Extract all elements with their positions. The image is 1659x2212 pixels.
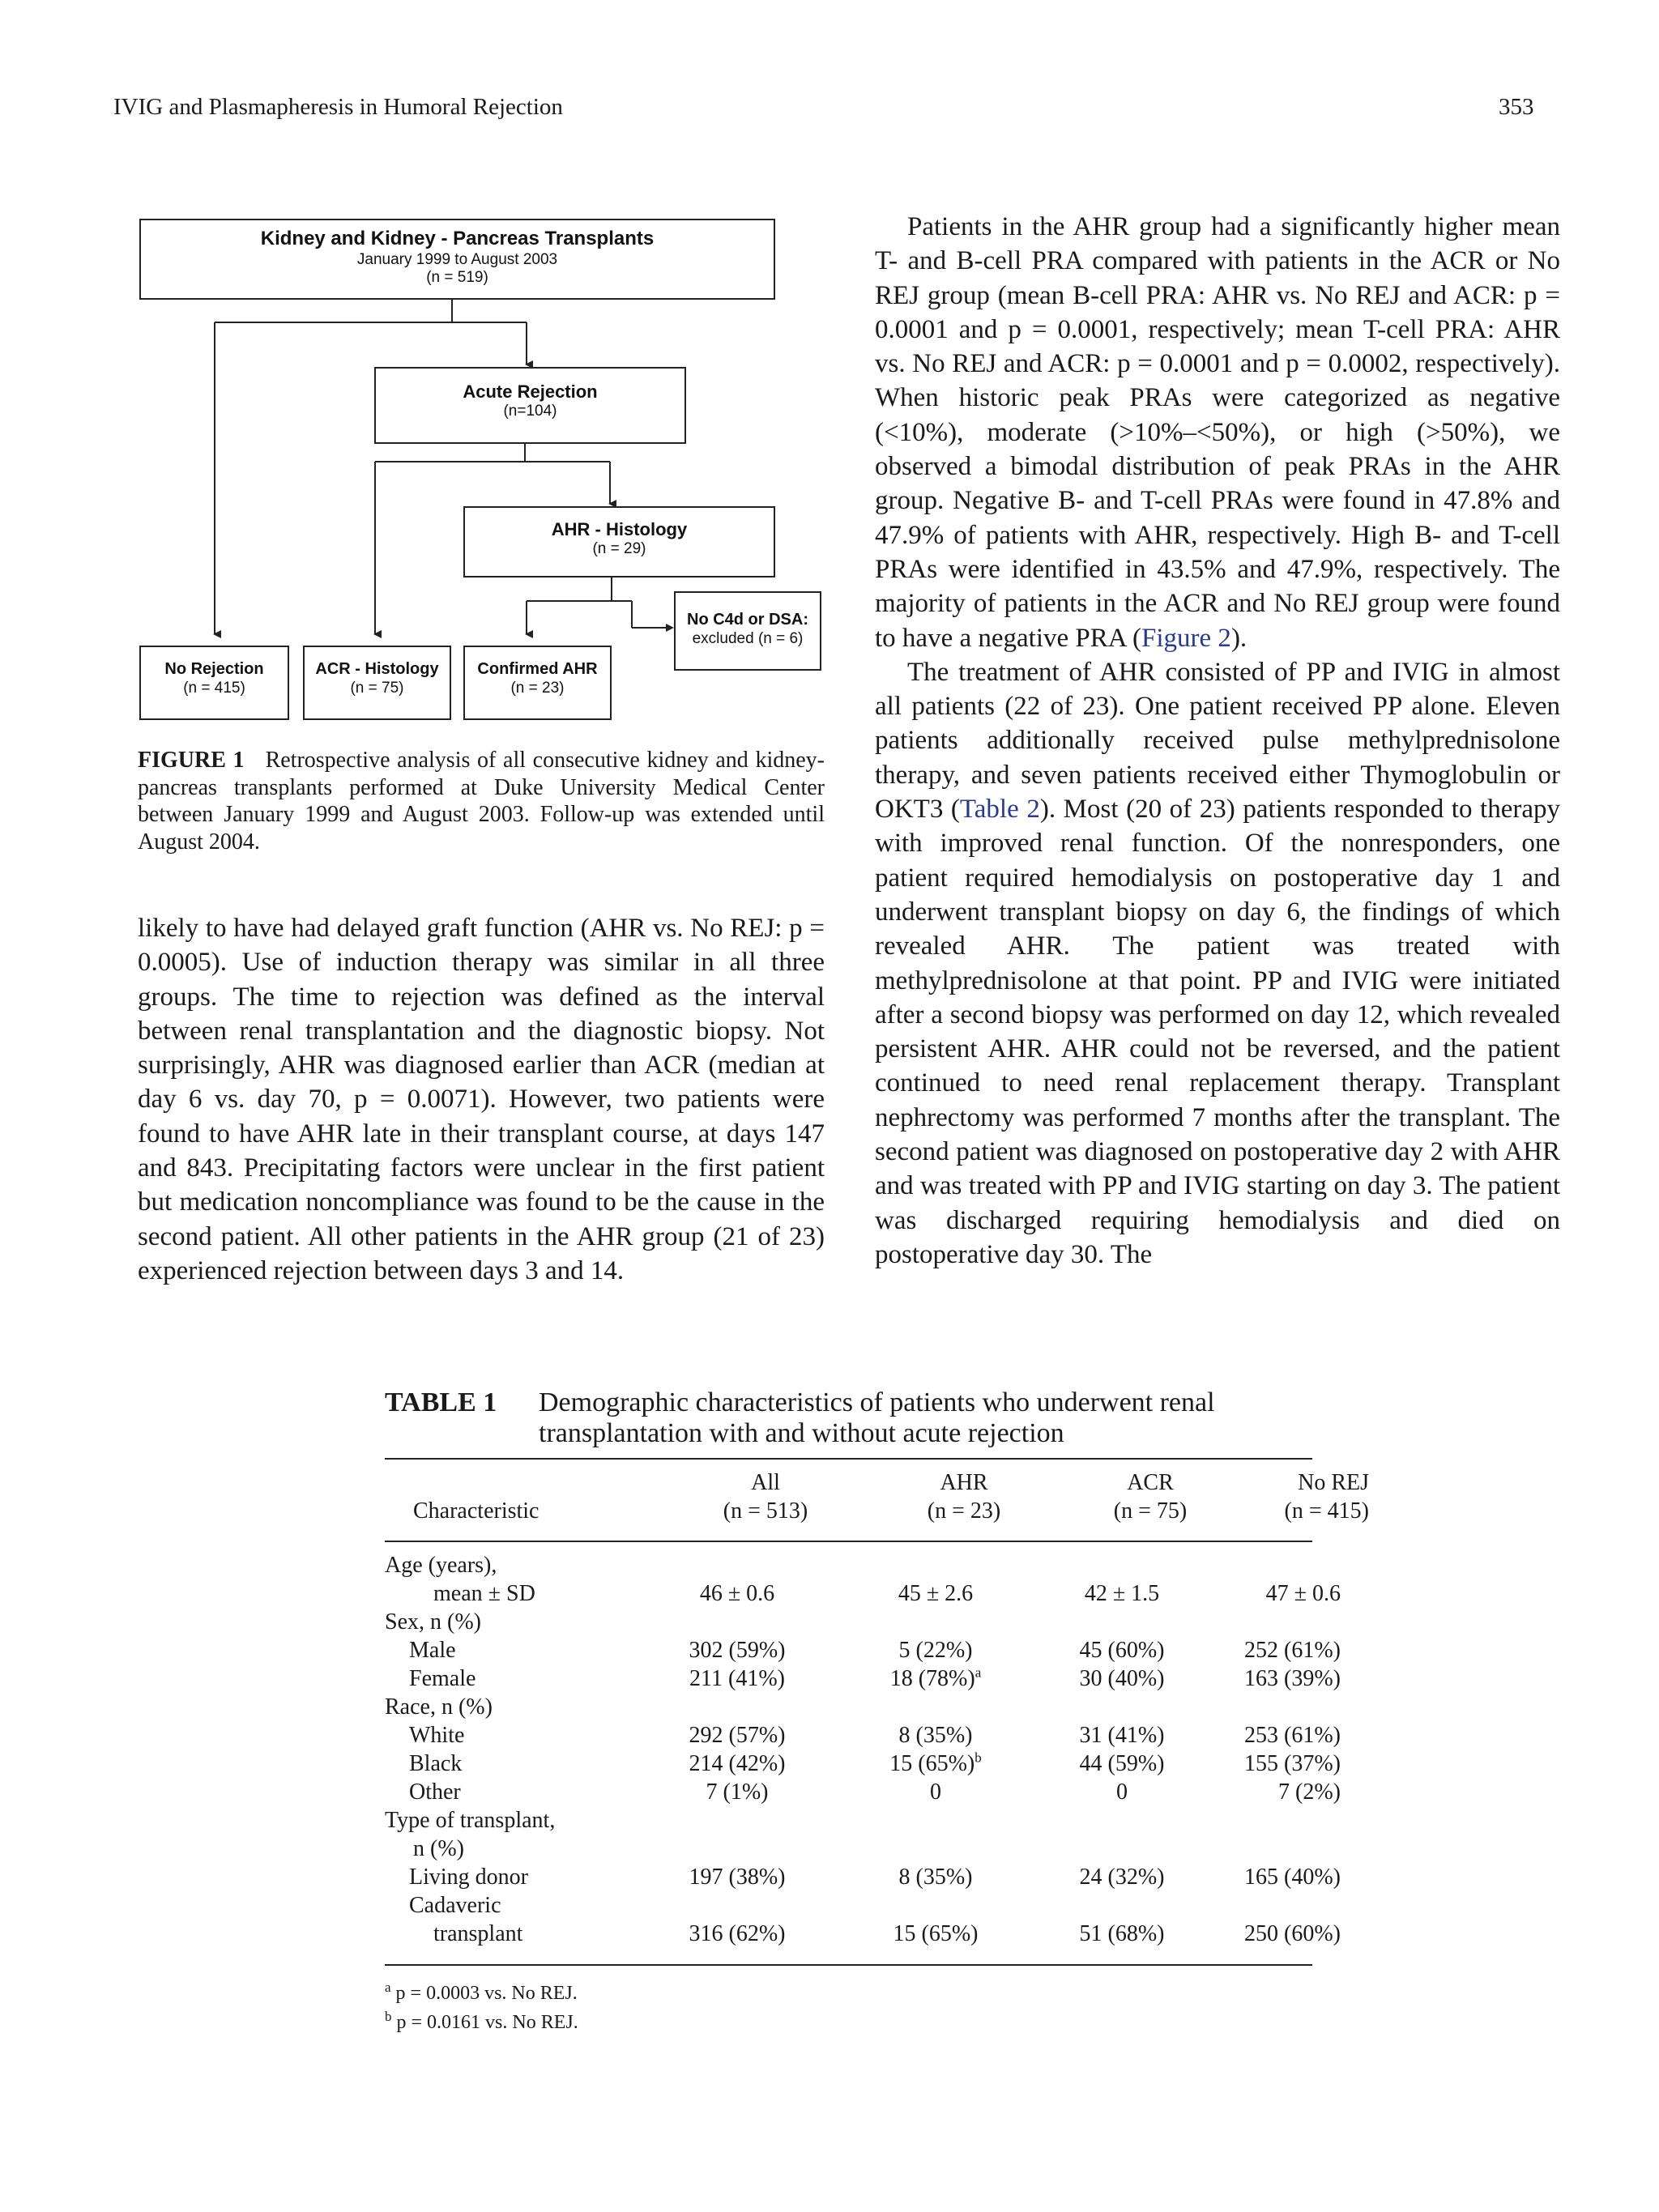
table-bottom-rule <box>385 1964 1312 1966</box>
table-cell <box>636 1609 838 1638</box>
flow-box-title: ACR - Histology <box>315 660 439 678</box>
table-row <box>385 1893 1341 1921</box>
figure-2-link[interactable]: Figure 2 <box>1141 623 1231 653</box>
table-header-cell <box>385 1470 664 1498</box>
flow-box-line: (n = 23) <box>510 680 565 697</box>
row-label: Living donor <box>409 1865 528 1890</box>
table-1-label: TABLE 1 <box>385 1387 497 1417</box>
flow-box-line: January 1999 to August 2003 <box>356 251 558 268</box>
table-cell <box>1211 1893 1341 1921</box>
table-cell: 250 (60%) <box>1244 1921 1341 1946</box>
table-row <box>385 1723 1341 1751</box>
flow-box-confirmed-ahr <box>463 646 612 720</box>
row-label: White <box>409 1723 465 1748</box>
paragraph-text: The treatment of AHR consisted of PP and IVIG in almost all patients (22 of 23). One patient received PP alone. Eleven patients additionally received pulse methylprednisolone therapy, and seven patients received either Thymoglobulin or OKT3 ( <box>875 657 1560 825</box>
table-cell: 18 $(78\%)^a$ <box>889 1664 982 1691</box>
flow-box-title: No C4d or DSA: <box>687 611 808 629</box>
figure-caption-label: FIGURE 1 <box>138 748 245 773</box>
table-cell: 46 ± 0.6 <box>699 1581 775 1606</box>
table-cell <box>1033 1694 1211 1723</box>
table-cell: 51 (68%) <box>1079 1921 1165 1946</box>
row-label: Male <box>409 1638 456 1663</box>
table-cell <box>838 1694 1033 1723</box>
flow-box-title: Acute Rejection <box>463 381 598 402</box>
table-top-rule <box>385 1458 1312 1460</box>
flow-box-acute-rejection <box>374 367 686 444</box>
table-row <box>385 1666 1341 1694</box>
table-header-cell: AHR <box>940 1470 988 1495</box>
table-cell: 7 (1%) <box>706 1779 769 1805</box>
table-row <box>385 1638 1341 1666</box>
flow-box-line: (n = 29) <box>592 540 646 557</box>
table-header-cell: (n = 415) <box>1284 1498 1369 1524</box>
table-cell: 165 (40%) <box>1244 1865 1341 1890</box>
table-cell: 8 (35%) <box>898 1723 973 1748</box>
table-header-row <box>385 1470 1369 1498</box>
flow-box-title: Kidney and Kidney - Pancreas Transplants <box>260 228 655 249</box>
flow-box-line: (n=104) <box>503 403 557 420</box>
table-header-cell: ACR <box>1127 1470 1174 1495</box>
table-cell: 0 <box>1116 1779 1128 1805</box>
footnote-marker: a <box>385 1980 391 1995</box>
table-header-cell: No REJ <box>1298 1470 1369 1495</box>
table-cell: 292 (57%) <box>689 1723 786 1748</box>
figure-caption <box>138 747 825 855</box>
table-header-cell: (n = 75) <box>1113 1498 1188 1524</box>
table-cell: 253 (61%) <box>1244 1723 1341 1748</box>
table-row <box>385 1779 1341 1808</box>
row-label: mean ± SD <box>433 1581 535 1606</box>
table-cell: 42 ± 1.5 <box>1084 1581 1160 1606</box>
row-label: Race, n (%) <box>385 1694 493 1720</box>
flow-box-title: AHR - Histology <box>551 519 688 539</box>
table-cell <box>1033 1836 1211 1865</box>
table-cell: 45 (60%) <box>1079 1638 1165 1663</box>
footnote-marker: b <box>385 2009 392 2024</box>
right-column-text <box>875 210 1560 1272</box>
row-label: transplant <box>433 1921 523 1946</box>
table-row <box>385 1609 1341 1638</box>
table-cell <box>838 1609 1033 1638</box>
running-title: IVIG and Plasmapheresis in Humoral Rejection <box>113 94 563 120</box>
table-cell <box>1033 1808 1211 1836</box>
row-label: n (%) <box>413 1836 464 1861</box>
table-cell <box>838 1836 1033 1865</box>
table-1-caption-line: Demographic characteristics of patients who underwent renal <box>539 1387 1215 1417</box>
table-cell <box>1033 1553 1211 1581</box>
table-cell <box>636 1808 838 1836</box>
table-cell <box>838 1893 1033 1921</box>
table-row <box>385 1751 1341 1779</box>
table-1 <box>385 1470 1369 1527</box>
table-cell: 252 (61%) <box>1244 1638 1341 1663</box>
footnote-text: p = 0.0161 vs. No REJ. <box>396 2012 578 2033</box>
table-cell <box>636 1893 838 1921</box>
paragraph: likely to have had delayed graft function (AHR vs. No REJ: p = 0.0005). Use of induction therapy was similar in all three groups. The time to rejection was defined as the interval between renal transplantation and the diagnostic biopsy. Not surprisingly, AHR was diagnosed earlier than ACR (median at day 6 vs. day 70, p = 0.0071). However, two patients were found to have AHR late in their transplant course, at days 147 and 843. Precipitating factors were unclear in the first patient but medication noncompliance was found to be the cause in the second patient. All other patients in the AHR group (21 of 23) experienced rejection between days 3 and 14. <box>138 914 825 1285</box>
paragraph-text: Patients in the AHR group had a significantly higher mean T- and B-cell PRA compared with patients in the ACR or No REJ group (mean B-cell PRA: AHR vs. No REJ and ACR: p = 0.0001 and p = 0.0001, respectively; mean T-cell PRA: AHR vs. No REJ and ACR: p = 0.0001 and p = 0.0002, respectively). When historic peak PRAs were categorized as negative (<10%), moderate (>10%–<50%), or high (>50%), we observed a bimodal distribution of peak PRAs in the AHR group. Negative B- and T-cell PRAs were found in 47.8% and 47.9% of patients with AHR, respectively. High B- and T-cell PRAs were identified in 43.5% and 47.9%, respectively. The majority of patients in the ACR and No REJ group were found to have a negative PRA ( <box>875 212 1560 653</box>
table-cell <box>1033 1609 1211 1638</box>
table-cell: 47 ± 0.6 <box>1265 1581 1341 1606</box>
table-cell: 155 (37%) <box>1244 1751 1341 1776</box>
flow-box-line: excluded (n = 6) <box>692 630 804 647</box>
table-footnote-a <box>385 1980 578 2005</box>
footnote-marker: a <box>975 1664 982 1681</box>
table-cell: 31 (41%) <box>1079 1723 1165 1748</box>
table-row <box>385 1836 1341 1865</box>
paragraph <box>875 655 1560 1272</box>
table-cell: 302 (59%) <box>689 1638 786 1663</box>
table-cell: 316 (62%) <box>689 1921 786 1946</box>
flow-box-acr-histology <box>303 646 451 720</box>
table-cell <box>838 1553 1033 1581</box>
table-row <box>385 1553 1341 1581</box>
table-cell <box>1211 1609 1341 1638</box>
table-header-cell: (n = 23) <box>927 1498 1001 1524</box>
paragraph <box>875 210 1560 655</box>
flow-box-title: No Rejection <box>164 660 264 678</box>
table-row <box>385 1865 1341 1893</box>
table-header-cell: All <box>751 1470 780 1495</box>
paragraph-text: ). Most (20 of 23) patients responded to therapy with improved renal function. Of the nonresponders, one patient required hemodialysis on postoperative day 1 and underwent transplant biopsy on day 6, the findings of which revealed AHR. The patient was treated with methylprednisolone at that point. PP and IVIG were initiated after a second biopsy was performed on day 12, which revealed persistent AHR. AHR could not be reversed, and the patient continued to need renal replacement therapy. Transplant nephrectomy was performed 7 months after the transplant. The second patient was diagnosed on postoperative day 2 with AHR and was treated with PP and IVIG starting on day 3. The patient was discharged requiring hemodialysis and died on postoperative day 30. The <box>875 795 1561 1269</box>
figure-caption-text: Retrospective analysis of all consecutive kidney and kidney-pancreas transplants performed at Duke University Medical Center between January 1999 and August 2003. Follow-up was extended until August 2004. <box>138 748 825 855</box>
table-cell <box>1211 1694 1341 1723</box>
table-row <box>385 1808 1341 1836</box>
row-label: Female <box>409 1666 476 1691</box>
table-1-body <box>385 1553 1341 1950</box>
table-header-rule <box>385 1541 1312 1542</box>
table-header-cell: (n = 513) <box>723 1498 808 1524</box>
flow-box-all-transplants <box>139 219 775 300</box>
flow-box-no-rejection <box>139 646 289 720</box>
table-cell: 7 (2%) <box>1278 1779 1341 1805</box>
table-cell: 45 ± 2.6 <box>898 1581 974 1606</box>
row-label: Age (years), <box>385 1553 497 1578</box>
flow-box-ahr-histology <box>463 506 775 578</box>
table-cell <box>1211 1553 1341 1581</box>
table-cell: 15 (65%) <box>893 1921 979 1946</box>
flow-box-title: Confirmed AHR <box>477 660 598 678</box>
table-row <box>385 1921 1341 1950</box>
row-label: Other <box>409 1779 461 1805</box>
flow-box-excluded <box>674 591 821 671</box>
table-cell <box>1033 1893 1211 1921</box>
table-cell: 5 (22%) <box>898 1638 973 1663</box>
table-2-link[interactable]: Table 2 <box>959 795 1040 825</box>
table-1-caption-line: transplantation with and without acute rejection <box>539 1418 1064 1448</box>
figure-1-flowchart <box>0 0 834 729</box>
row-label: Sex, n (%) <box>385 1609 481 1634</box>
table-cell <box>636 1694 838 1723</box>
row-label: Type of transplant, <box>385 1808 556 1833</box>
table-cell: 15 $(65\%)^b$ <box>889 1750 982 1776</box>
table-cell: 163 (39%) <box>1244 1666 1341 1691</box>
row-label: Cadaveric <box>409 1893 501 1918</box>
table-cell <box>636 1836 838 1865</box>
paragraph-text: ). <box>1230 623 1247 653</box>
table-footnote-b <box>385 2009 578 2034</box>
table-1-caption <box>385 1387 1316 1449</box>
flow-box-line: (n = 415) <box>183 680 245 697</box>
table-cell: 8 (35%) <box>898 1865 973 1890</box>
table-header-cell: Characteristic <box>413 1498 539 1524</box>
row-label: Black <box>409 1751 463 1776</box>
table-cell: 24 (32%) <box>1079 1865 1165 1890</box>
table-header-row <box>385 1498 1369 1527</box>
table-row <box>385 1694 1341 1723</box>
table-cell: 214 (42%) <box>689 1751 786 1776</box>
flow-box-line: (n = 75) <box>350 680 404 697</box>
flow-box-line: (n = 519) <box>426 269 488 286</box>
footnote-text: p = 0.0003 vs. No REJ. <box>395 1983 578 2004</box>
page-number: 353 <box>1499 94 1534 120</box>
table-cell <box>1211 1808 1341 1836</box>
table-cell: 30 (40%) <box>1079 1666 1165 1691</box>
table-row <box>385 1581 1341 1609</box>
table-cell: 211 (41%) <box>689 1666 785 1691</box>
table-cell: 0 <box>930 1779 941 1805</box>
table-cell <box>838 1808 1033 1836</box>
table-cell <box>1211 1836 1341 1865</box>
footnote-marker: b <box>975 1750 982 1766</box>
table-cell: 44 (59%) <box>1079 1751 1165 1776</box>
left-column-text <box>138 911 825 1288</box>
table-cell <box>636 1553 838 1581</box>
table-cell: 197 (38%) <box>689 1865 786 1890</box>
